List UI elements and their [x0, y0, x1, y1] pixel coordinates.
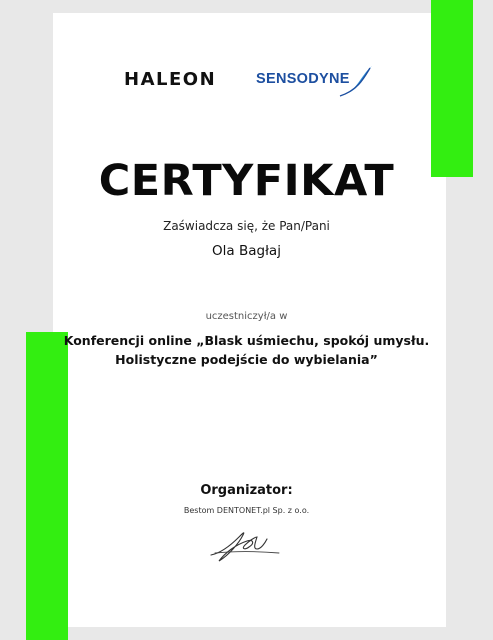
conference-title: [0, 331, 493, 369]
certificate-title: CERTYFIKAT: [98, 156, 395, 206]
conference-title-line-2: Holistyczne podejście do wybielania”: [115, 352, 378, 367]
participation-text: uczestniczył/a w: [205, 311, 288, 322]
haleon-logo: HALEON: [124, 69, 217, 90]
sensodyne-swoosh-icon: [336, 64, 376, 100]
attestation-text: Zaświadcza się, że Pan/Pani: [163, 219, 330, 233]
organizer-name: Bestom DENTONET.pl Sp. z o.o.: [183, 506, 310, 515]
organizer-label: Organizator:: [200, 483, 293, 498]
conference-title-line-1: Konferencji online „Blask uśmiechu, spokój umysłu.: [63, 333, 430, 348]
green-accent-bar-top: [431, 0, 473, 177]
signature-icon: [205, 523, 285, 567]
recipient-name: Ola Bagłaj: [212, 243, 281, 259]
sensodyne-logo: SENSODYNE: [256, 71, 350, 87]
logo-row: [122, 64, 382, 100]
